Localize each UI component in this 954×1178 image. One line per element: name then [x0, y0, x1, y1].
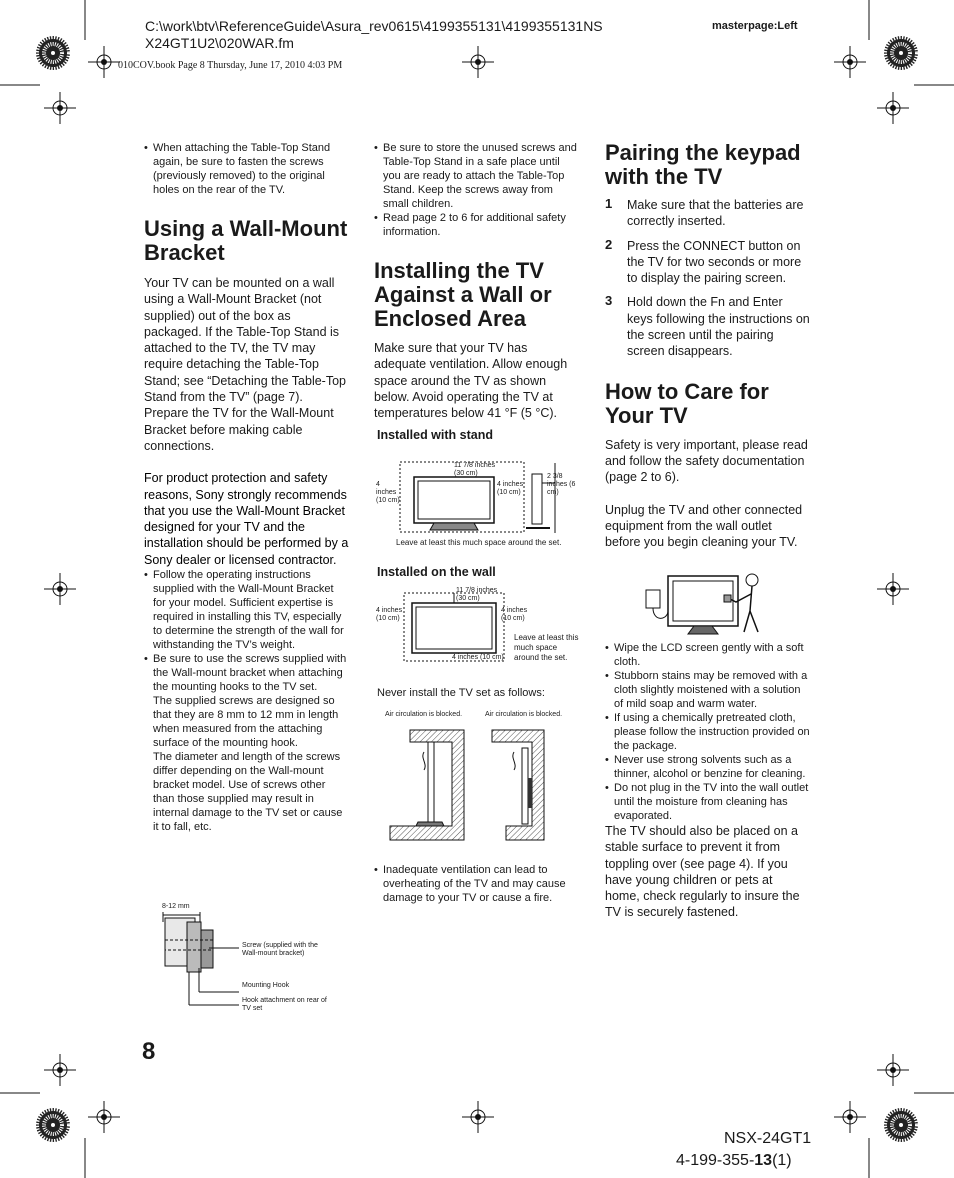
step-number: 3	[605, 293, 613, 309]
stand-top-label: 11 7/8 inches (30 cm)	[454, 462, 496, 477]
part-code-bold: 13	[754, 1152, 773, 1169]
screw-dim-label: 8-12 mm	[162, 903, 190, 910]
cleaning-diagram	[640, 566, 770, 638]
file-path-line1: C:\work\btv\ReferenceGuide\Asura_rev0615\4199355131\4199355131NS	[145, 18, 603, 34]
wall-figure-title: Installed on the wall	[377, 565, 496, 579]
storage-bullets	[374, 141, 580, 239]
hook-label: Mounting Hook	[242, 982, 290, 989]
wall-mount-bullets	[144, 568, 349, 834]
book-info: 010COV.book Page 8 Thursday, June 17, 2010 4:03 PM	[118, 60, 343, 71]
model-number: NSX-24GT1	[724, 1130, 812, 1147]
step-text: Press the CONNECT button on the TV for two seconds or more to display the pairing screen.	[627, 238, 802, 286]
step-text: Hold down the Fn and Enter keys following the instructions on the screen until the pairing screen disappears.	[627, 295, 810, 359]
column-3	[605, 141, 810, 550]
intro-bullet: • When attaching the Table-Top Stand again, be sure to fasten the screws (previously removed) to the original holes on the rear of the TV.	[153, 141, 349, 197]
column-2	[374, 141, 580, 444]
storage-bullet: • Be sure to store the unused screws and Table-Top Stand in a safe place until you are ready to attach the Table-Top Stand. Keep the screws away from small children.	[383, 141, 580, 211]
care-bullet: • Stubborn stains may be removed with a cloth slightly moistened with a solution of mild soap and warm water.	[614, 669, 810, 711]
screw-label: Screw (supplied with the Wall-mount bracket)	[242, 942, 318, 957]
ventilation-para: Make sure that your TV has adequate ventilation. Allow enough space around the TV as shown below. Avoid operating the TV at temperatures below 41 °F (5 °C).	[374, 341, 568, 421]
stand-right-label: 4 inches (10 cm)	[497, 481, 524, 496]
care-bullet: • If using a chemically pretreated cloth, please follow the instruction provided on the package.	[614, 711, 810, 753]
wall-left-label: 4 inches (10 cm)	[376, 607, 403, 622]
bullet2-cont2: The diameter and length of the screws differ depending on the Wall-mount bracket model. Use of screws other than those supplied may result in internal damage to the TV set or cause it to fall, etc.	[153, 751, 343, 834]
care-para1: Safety is very important, please read and follow the safety documentation (page 2 to 6).	[605, 437, 808, 485]
part-code-prefix: 4-199-355-	[676, 1152, 755, 1169]
pairing-heading: Pairing the keypad with the TV	[605, 140, 801, 189]
step-text: Make sure that the batteries are correctly inserted.	[627, 198, 804, 229]
stand-left-label: 4 inches (10 cm)	[376, 481, 400, 504]
care-para3: The TV should also be placed on a stable surface to prevent it from toppling over (see page 4). If you have young children or pets at home, check regularly to insure the TV is securely fastened.	[605, 824, 800, 920]
care-bullets	[605, 641, 810, 823]
wall-caption: Leave at least this much space around the set.	[514, 633, 579, 662]
bullet2-cont1: The supplied screws are designed so that they are 8 mm to 12 mm in length when measured from the attaching surface of the mounting hook.	[153, 695, 339, 750]
wall-mount-para3: For product protection and safety reasons, Sony strongly recommends that you use the Wall-Mount Bracket designed for your TV and the installation should be performed by a Sony dealer or licensed contractor.	[144, 471, 349, 567]
pairing-step-1	[605, 197, 810, 230]
stand-caption: Leave at least this much space around the set.	[396, 538, 562, 547]
intro-bullet-list	[144, 141, 349, 197]
care-bullet: • Never use strong solvents such as a thinner, alcohol or benzine for cleaning.	[614, 753, 810, 781]
wall-top-label: 11 7/8 inches (30 cm)	[456, 587, 498, 602]
wall-mount-para1: Your TV can be mounted on a wall using a Wall-Mount Bracket (not supplied) out of the box as packaged. If the Table-Top Stand is attached to the TV, the TV may require detaching the Table-Top Stand; see “Detaching the Table-Top Stand from the TV” (page 7).	[144, 276, 346, 405]
never-install-text: Never install the TV set as follows:	[377, 687, 545, 699]
stand-figure-title: Installed with stand	[377, 428, 493, 443]
wall-mount-heading: Using a Wall-Mount Bracket	[144, 216, 348, 265]
page-number: 8	[142, 1038, 156, 1065]
care-heading: How to Care for Your TV	[605, 378, 769, 428]
step-number: 1	[605, 196, 613, 211]
masterpage-label: masterpage:Left	[712, 20, 798, 32]
wall-mount-bullet1: • Follow the operating instructions supplied with the Wall-Mount Bracket for your model. Sufficient expertise is required in installing this TV, especially to determine the strength of the wall for withstanding the TV’s weight.	[153, 568, 349, 652]
part-code	[676, 1152, 792, 1170]
care-para2: Unplug the TV and other connected equipment from the wall outlet before you begin cleaning your TV.	[605, 502, 803, 550]
column-1	[144, 141, 349, 834]
blocked-label-1: Air circulation is blocked.	[385, 711, 463, 718]
part-code-suffix: (1)	[772, 1152, 792, 1169]
safety-read-bullet: • Read page 2 to 6 for additional safety information.	[383, 211, 580, 239]
overheat-bullet: • Inadequate ventilation can lead to overheating of the TV and may cause damage to your TV or cause a fire.	[383, 863, 582, 905]
overheat-note	[374, 863, 582, 905]
pairing-step-3	[605, 294, 810, 359]
care-bullet: • Do not plug in the TV into the wall outlet until the moisture from cleaning has evaporated.	[614, 781, 810, 823]
blocked-label-2: Air circulation is blocked.	[485, 711, 563, 718]
cleaning-figure	[640, 566, 770, 638]
overheat-list	[374, 863, 582, 905]
care-bullet: • Wipe the LCD screen gently with a soft cloth.	[614, 641, 810, 669]
pairing-step-2	[605, 238, 810, 287]
wall-right-label: 4 inches (10 cm)	[501, 607, 528, 622]
wall-mount-bullet2	[153, 652, 349, 834]
wall-enclosed-heading: Installing the TV Against a Wall or Enclosed Area	[374, 258, 552, 331]
hook-attach-label: Hook attachment on rear of TV set	[242, 997, 327, 1012]
stand-figure	[374, 458, 584, 550]
blocked-figure	[380, 708, 580, 848]
wall-mount-para2: Prepare the TV for the Wall-Mount Bracket before making cable connections.	[144, 406, 334, 453]
step-number: 2	[605, 236, 613, 252]
care-bullets-block	[605, 641, 810, 921]
file-path-line2: X24GT1U2\020WAR.fm	[145, 35, 294, 51]
blocked-diagram	[380, 708, 580, 848]
pairing-steps	[605, 197, 810, 360]
screw-figure	[155, 900, 355, 1025]
bullet2-main: • Be sure to use the screws supplied with the Wall-mount bracket when attaching the mounting hooks to the TV set.	[153, 653, 347, 694]
wall-bottom-label: 4 inches (10 cm)	[452, 654, 504, 661]
stand-side-label: 2 3/8 inches (6 cm)	[547, 473, 576, 496]
wall-figure	[374, 585, 584, 670]
